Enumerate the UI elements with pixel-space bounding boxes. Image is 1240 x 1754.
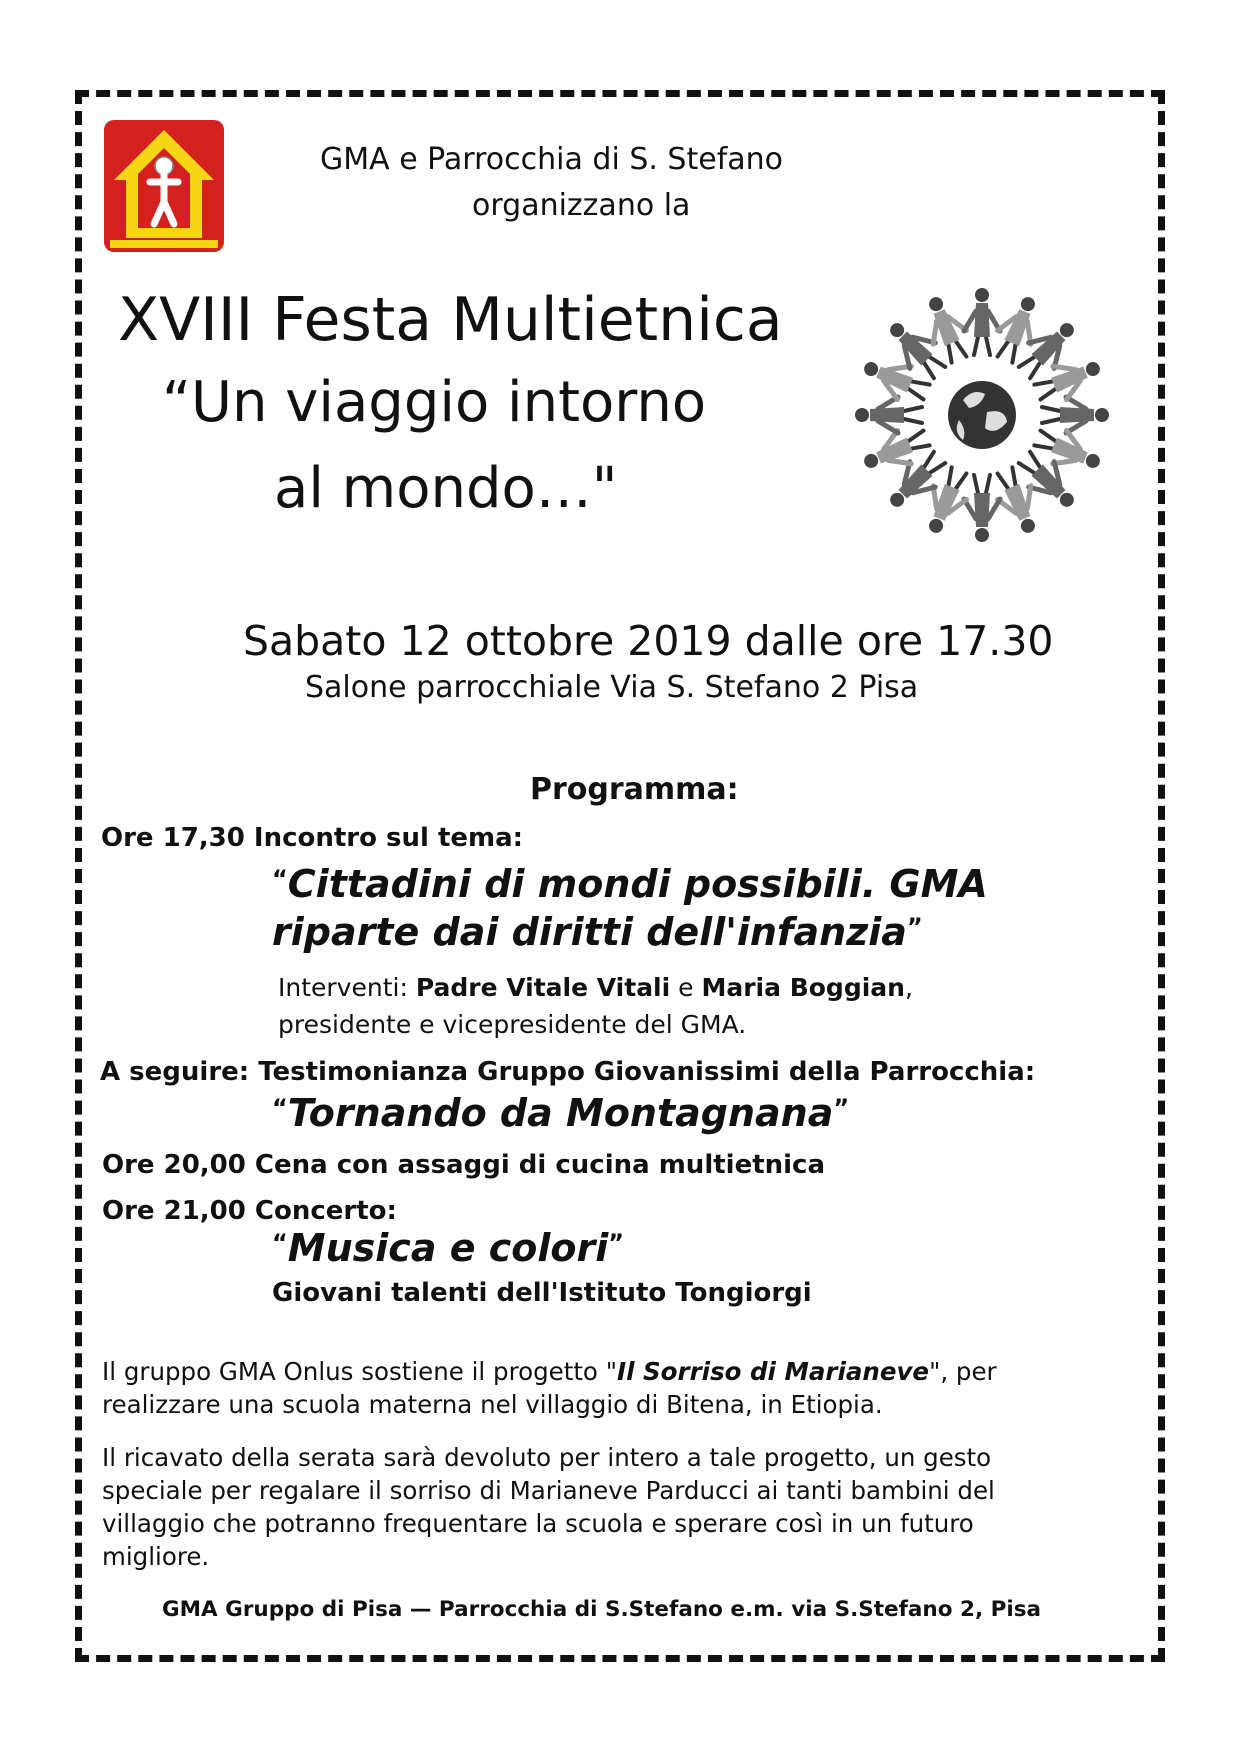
program-item-2-label: A seguire: Testimonianza Gruppo Giovanissimi della Parrocchia:: [100, 1057, 1036, 1087]
event-title: XVIII Festa Multietnica: [118, 285, 783, 355]
program-item-3-label: Ore 20,00 Cena con assaggi di cucina multietnica: [102, 1150, 826, 1180]
organizers-line: GMA e Parrocchia di S. Stefano: [320, 142, 784, 177]
description-paragraph-2-line2: speciale per regalare il sorriso di Marianeve Parducci ai tanti bambini del: [102, 1476, 995, 1505]
program-item-1-speakers-role: presidente e vicepresidente del GMA.: [278, 1010, 747, 1039]
program-item-4-label: Ore 21,00 Concerto:: [102, 1196, 397, 1226]
event-location: Salone parrocchiale Via S. Stefano 2 Pisa: [305, 670, 919, 705]
description-paragraph-2-line1: Il ricavato della serata sarà devoluto per intero a tale progetto, un gesto: [102, 1443, 992, 1472]
description-paragraph-1-line1: Il gruppo GMA Onlus sostiene il progetto "Il Sorriso di Marianeve", per: [102, 1357, 997, 1386]
program-item-1-quote-line2: riparte dai diritti dell'infanzia”: [272, 910, 923, 954]
program-item-1-label: Ore 17,30 Incontro sul tema:: [101, 823, 524, 853]
event-subtitle-line2: al mondo…": [274, 456, 618, 521]
organizers-line-2: organizzano la: [472, 188, 691, 223]
program-item-4-performers: Giovani talenti dell'Istituto Tongiorgi: [272, 1278, 812, 1308]
gma-logo-icon: [104, 120, 224, 252]
footer-text: GMA Gruppo di Pisa — Parrocchia di S.Stefano e.m. via S.Stefano 2, Pisa: [162, 1597, 1042, 1622]
globe-children-icon: [855, 280, 1110, 550]
event-subtitle-line1: “Un viaggio intorno: [162, 370, 707, 435]
program-item-4-quote: “Musica e colori”: [272, 1226, 625, 1270]
description-paragraph-1-line2: realizzare una scuola materna nel villaggio di Bitena, in Etiopia.: [102, 1390, 883, 1419]
description-paragraph-2-line4: migliore.: [102, 1542, 210, 1571]
program-item-2-quote: “Tornando da Montagnana”: [272, 1091, 850, 1135]
event-date: Sabato 12 ottobre 2019 dalle ore 17.30: [243, 617, 1054, 665]
description-paragraph-2-line3: villaggio che potranno frequentare la scuola e sperare così in un futuro: [102, 1509, 974, 1538]
program-item-1-speakers: Interventi: Padre Vitale Vitali e Maria Boggian,: [278, 973, 913, 1002]
program-heading: Programma:: [530, 772, 739, 807]
program-item-1-quote-line1: “Cittadini di mondi possibili. GMA: [272, 862, 988, 906]
